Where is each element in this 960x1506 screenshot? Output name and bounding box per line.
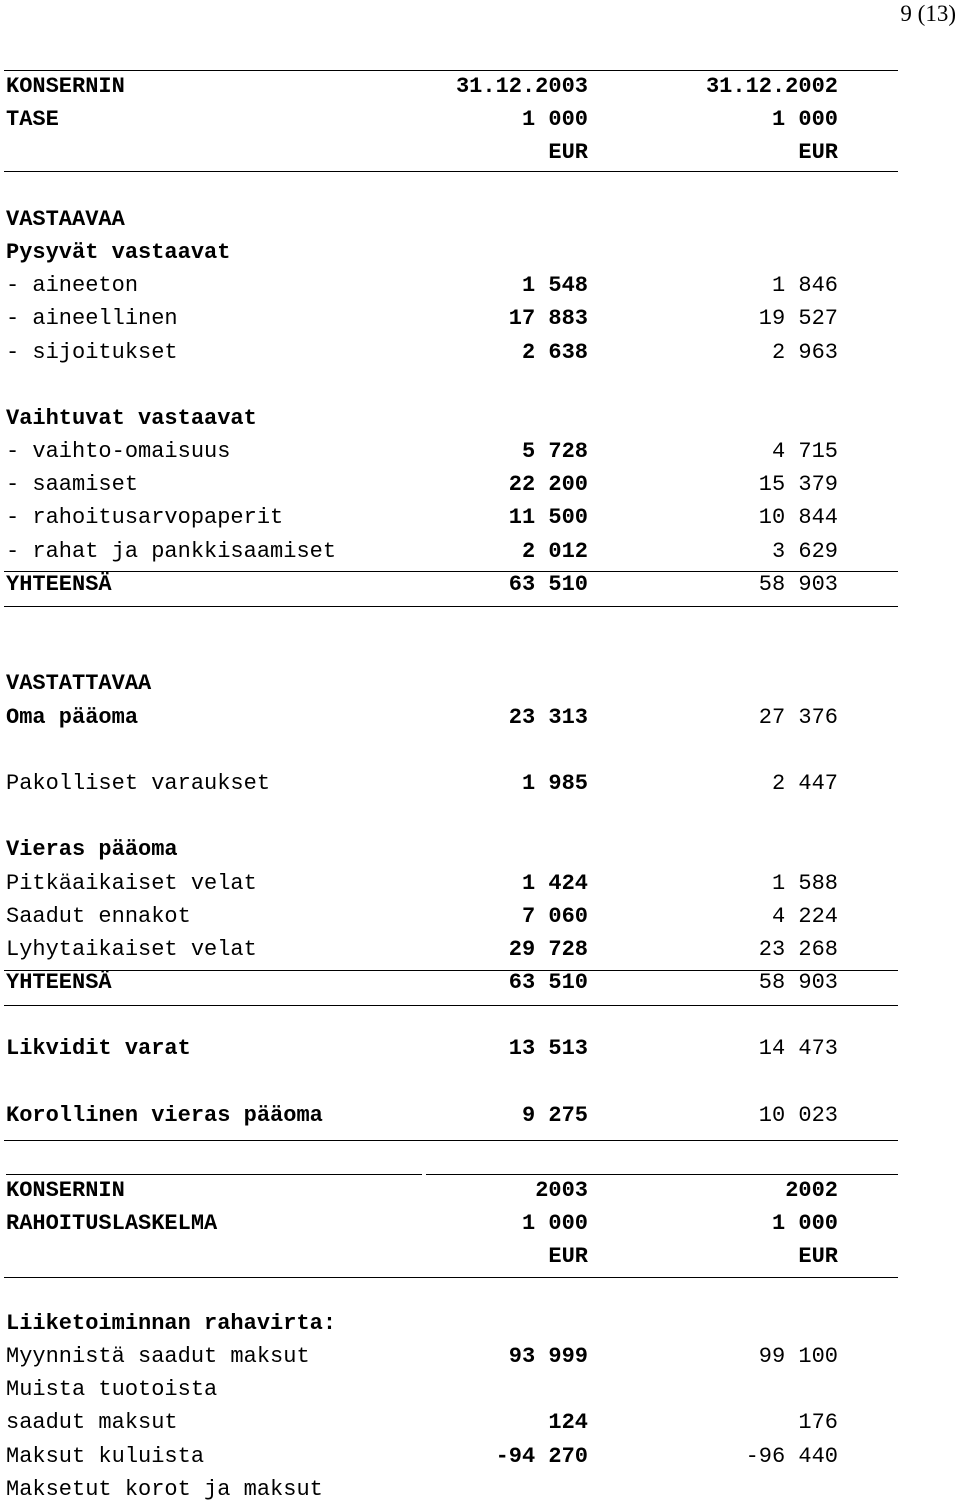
cf-header-2002-unit: 1 000 (771, 1211, 838, 1237)
liabilities-heading-text: VASTATTAVAA (6, 671, 152, 697)
header-row-1 (6, 70, 898, 103)
row-label: Korollinen vieras pääoma (6, 1102, 323, 1128)
value-2002: 15 379 (758, 472, 838, 498)
table-row (6, 867, 898, 900)
value-2003: 93 999 (508, 1343, 588, 1369)
value-2003: 7 060 (521, 903, 588, 929)
row-label: Saadut ennakot (6, 903, 191, 929)
table-row (6, 302, 898, 335)
value-2002: 23 268 (758, 936, 838, 962)
table-row (6, 1406, 898, 1439)
value-2002: 2 447 (771, 770, 838, 796)
value-2002: 10 023 (758, 1102, 838, 1128)
liabilities-total-row (6, 966, 898, 999)
header-title-1: KONSERNIN (6, 74, 125, 99)
value-2003: 22 200 (508, 472, 588, 498)
row-label: - rahat ja pankkisaamiset (6, 538, 337, 564)
current-heading (6, 402, 898, 435)
debt-heading (6, 833, 898, 866)
value-2002: 19 527 (758, 306, 838, 332)
table-row (6, 336, 898, 369)
header-title-2: TASE (6, 107, 59, 133)
page-number: 9 (13) (900, 1, 956, 26)
assets-heading-text: VASTAAVAA (6, 206, 125, 232)
cf-header-title-1: KONSERNIN (6, 1178, 125, 1203)
row-label: YHTEENSÄ (6, 970, 112, 996)
value-2002: 2 963 (771, 339, 838, 365)
cf-header-title-2: RAHOITUSLASKELMA (6, 1211, 218, 1237)
cf-header-row-3 (6, 1240, 898, 1273)
value-2002: 176 (798, 1410, 838, 1436)
value-2003: 5 728 (521, 439, 588, 465)
provisions-row (6, 767, 898, 800)
header-2002-unit: 1 000 (771, 107, 838, 133)
row-label: - vaihto-omaisuus (6, 439, 231, 465)
value-2002: 10 844 (758, 505, 838, 531)
current-heading-text: Vaihtuvat vastaavat (6, 405, 257, 431)
value-2002: 1 846 (771, 273, 838, 299)
value-2003: 29 728 (508, 936, 588, 962)
row-label: Oma pääoma (6, 704, 139, 730)
row-label: saadut maksut (6, 1410, 178, 1436)
row-label: Myynnistä saadut maksut (6, 1343, 310, 1369)
row-label: - aineeton (6, 273, 139, 299)
cf-header-2003-unit: 1 000 (521, 1211, 588, 1237)
value-2002: 1 588 (771, 870, 838, 896)
value-2003: 1 424 (521, 870, 588, 896)
header-2003-unit: 1 000 (521, 107, 588, 133)
value-2003: 11 500 (508, 505, 588, 531)
assets-total-row (6, 568, 898, 601)
header-2002-date: 31.12.2002 (705, 74, 838, 99)
row-label: - aineellinen (6, 306, 178, 332)
table-row (6, 1373, 898, 1406)
row-label: Likvidit varat (6, 1036, 191, 1062)
table-row (6, 1440, 898, 1473)
cf-header-row-2 (6, 1207, 898, 1240)
value-2003: 1 548 (521, 273, 588, 299)
equity-row (6, 701, 898, 734)
value-2002: -96 440 (745, 1443, 838, 1469)
value-2002: 27 376 (758, 704, 838, 730)
table-row (6, 1473, 898, 1506)
value-2003: 13 513 (508, 1036, 588, 1062)
cf-header-2002: 2002 (785, 1178, 838, 1203)
value-2003: 63 510 (508, 571, 588, 597)
assets-heading (6, 203, 898, 236)
balance-end-rule (4, 1140, 898, 1141)
table-row (6, 1340, 898, 1373)
value-2003: 23 313 (508, 704, 588, 730)
fixed-heading-text: Pysyvät vastaavat (6, 239, 231, 265)
cf-header-2003-currency: EUR (548, 1244, 588, 1270)
value-2002: 3 629 (771, 538, 838, 564)
header-row-3 (6, 136, 898, 169)
debt-heading-text: Vieras pääoma (6, 837, 178, 863)
row-label: Pakolliset varaukset (6, 770, 271, 796)
cf-header-row-1 (6, 1174, 898, 1207)
operating-heading-text: Liiketoiminnan rahavirta: (6, 1310, 337, 1336)
row-label: Muista tuotoista (6, 1377, 218, 1403)
operating-heading (6, 1307, 898, 1340)
value-2002: 4 224 (771, 903, 838, 929)
row-label: - saamiset (6, 472, 139, 498)
table-row (6, 535, 898, 568)
value-2003: 9 275 (521, 1102, 588, 1128)
row-label: Lyhytaikaiset velat (6, 936, 257, 962)
value-2003: 124 (548, 1410, 588, 1436)
table-row (6, 468, 898, 501)
value-2003: 1 985 (521, 770, 588, 796)
table-row (6, 933, 898, 966)
interest-debt-row (6, 1099, 898, 1132)
header-row-2 (6, 103, 898, 136)
header-2003-date: 31.12.2003 (455, 74, 588, 99)
balance-sheet (6, 70, 898, 1132)
row-label: Pitkäaikaiset velat (6, 870, 257, 896)
table-row (6, 900, 898, 933)
value-2003: 2 638 (521, 339, 588, 365)
value-2003: -94 270 (495, 1443, 588, 1469)
cf-header-2003: 2003 (535, 1178, 588, 1203)
liquid-assets-row (6, 1032, 898, 1065)
row-label: YHTEENSÄ (6, 571, 112, 597)
cash-flow-statement (6, 1174, 898, 1506)
table-row (6, 435, 898, 468)
value-2002: 14 473 (758, 1036, 838, 1062)
value-2002: 4 715 (771, 439, 838, 465)
table-row (6, 501, 898, 534)
fixed-heading (6, 236, 898, 269)
value-2002: 99 100 (758, 1343, 838, 1369)
row-label: Maksetut korot ja maksut (6, 1476, 323, 1502)
value-2003: 2 012 (521, 538, 588, 564)
row-label: Maksut kuluista (6, 1443, 205, 1469)
cf-header-2002-currency: EUR (798, 1244, 838, 1270)
header-2002-currency: EUR (798, 140, 838, 166)
value-2002: 58 903 (758, 970, 838, 996)
liabilities-heading (6, 667, 898, 700)
row-label: - rahoitusarvopaperit (6, 505, 284, 531)
value-2003: 17 883 (508, 306, 588, 332)
row-label: - sijoitukset (6, 339, 178, 365)
header-2003-currency: EUR (548, 140, 588, 166)
value-2002: 58 903 (758, 571, 838, 597)
value-2003: 63 510 (508, 970, 588, 996)
table-row (6, 269, 898, 302)
